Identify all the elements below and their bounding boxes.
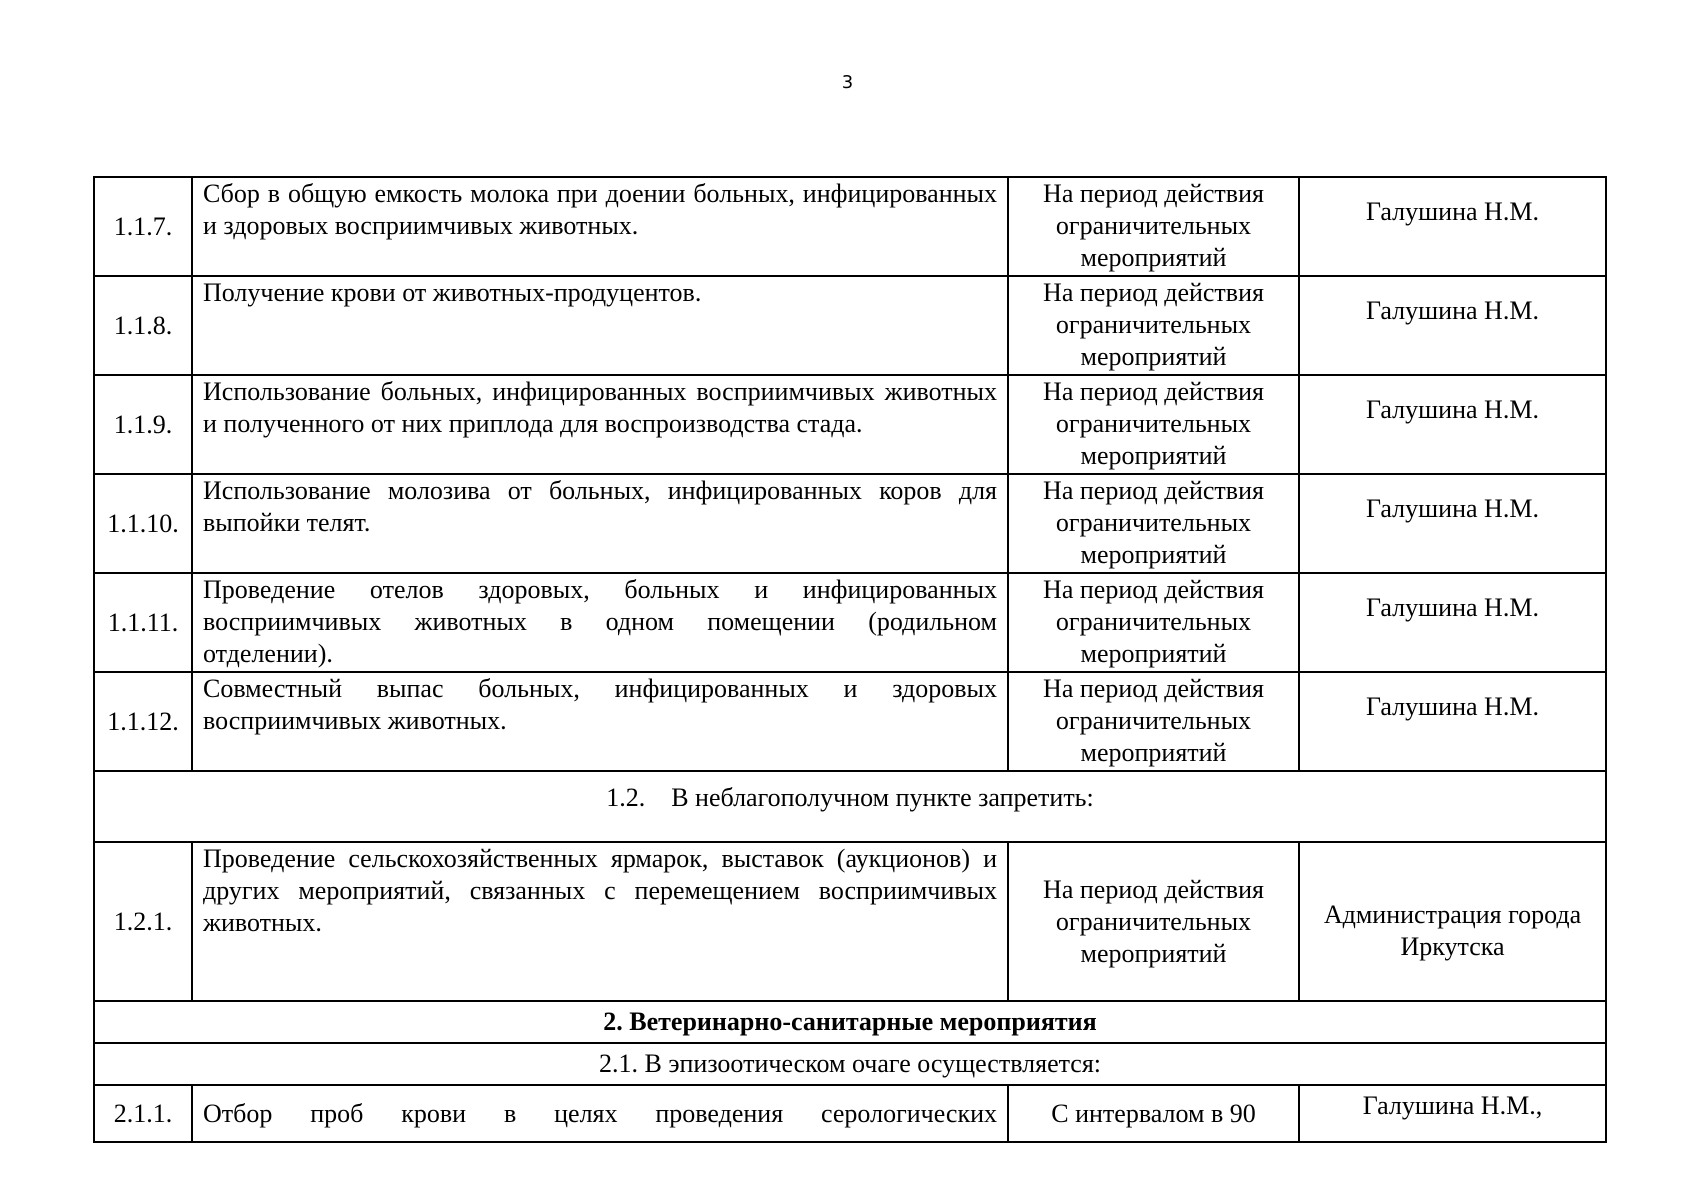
item-responsible: Галушина Н.М. [1299, 672, 1606, 771]
item-description: Сбор в общую емкость молока при доении больных, инфицированных и здоровых восприимчивых животных. [192, 177, 1008, 276]
item-period: С интервалом в 90 [1008, 1085, 1299, 1142]
table-row [94, 375, 1606, 474]
table-row [94, 177, 1606, 276]
item-number: 1.1.12. [94, 672, 192, 771]
subsection-heading-row [94, 1043, 1606, 1085]
item-responsible: Галушина Н.М., [1299, 1085, 1606, 1142]
table-row [94, 276, 1606, 375]
item-responsible: Галушина Н.М. [1299, 276, 1606, 375]
section-heading [94, 771, 1606, 842]
item-number: 1.1.8. [94, 276, 192, 375]
table-row [94, 474, 1606, 573]
item-number: 1.1.11. [94, 573, 192, 672]
item-number: 1.1.9. [94, 375, 192, 474]
table-row [94, 573, 1606, 672]
item-number: 1.2.1. [94, 842, 192, 1001]
item-number: 2.1.1. [94, 1085, 192, 1142]
item-number: 1.1.10. [94, 474, 192, 573]
measures-table [93, 176, 1607, 1143]
section-heading: 2. Ветеринарно-санитарные мероприятия [94, 1001, 1606, 1043]
item-period: На период действия ограничительных мероприятий [1008, 177, 1299, 276]
item-period: На период действия ограничительных мероприятий [1008, 276, 1299, 375]
item-responsible: Галушина Н.М. [1299, 474, 1606, 573]
item-period: На период действия ограничительных мероприятий [1008, 474, 1299, 573]
item-description: Проведение сельскохозяйственных ярмарок, выставок (аукционов) и других мероприятий, связанных с перемещением восприимчивых животных. [192, 842, 1008, 1001]
item-description: Проведение отелов здоровых, больных и инфицированных восприимчивых животных в одном помещении (родильном отделении). [192, 573, 1008, 672]
section-title: В неблагополучном пункте запретить: [671, 783, 1094, 812]
item-number: 1.1.7. [94, 177, 192, 276]
item-description: Отбор проб крови в целях проведения серологических [192, 1085, 1008, 1142]
item-responsible: Администрация города Иркутска [1299, 842, 1606, 1001]
item-description: Совместный выпас больных, инфицированных и здоровых восприимчивых животных. [192, 672, 1008, 771]
table-row [94, 672, 1606, 771]
item-description: Получение крови от животных-продуцентов. [192, 276, 1008, 375]
table-row [94, 842, 1606, 1001]
item-period: На период действия ограничительных мероприятий [1008, 375, 1299, 474]
item-responsible: Галушина Н.М. [1299, 573, 1606, 672]
table-row [94, 1085, 1606, 1142]
item-period: На период действия ограничительных мероприятий [1008, 672, 1299, 771]
section-heading-row [94, 1001, 1606, 1043]
section-number: 1.2. [606, 783, 646, 812]
page-number: 3 [841, 72, 854, 93]
item-description: Использование больных, инфицированных восприимчивых животных и полученного от них приплода для воспроизводства стада. [192, 375, 1008, 474]
item-responsible: Галушина Н.М. [1299, 375, 1606, 474]
item-responsible: Галушина Н.М. [1299, 177, 1606, 276]
item-period: На период действия ограничительных мероприятий [1008, 573, 1299, 672]
item-description: Использование молозива от больных, инфицированных коров для выпойки телят. [192, 474, 1008, 573]
section-heading-row [94, 771, 1606, 842]
item-period: На период действия ограничительных мероприятий [1008, 842, 1299, 1001]
subsection-heading: 2.1. В эпизоотическом очаге осуществляется: [94, 1043, 1606, 1085]
